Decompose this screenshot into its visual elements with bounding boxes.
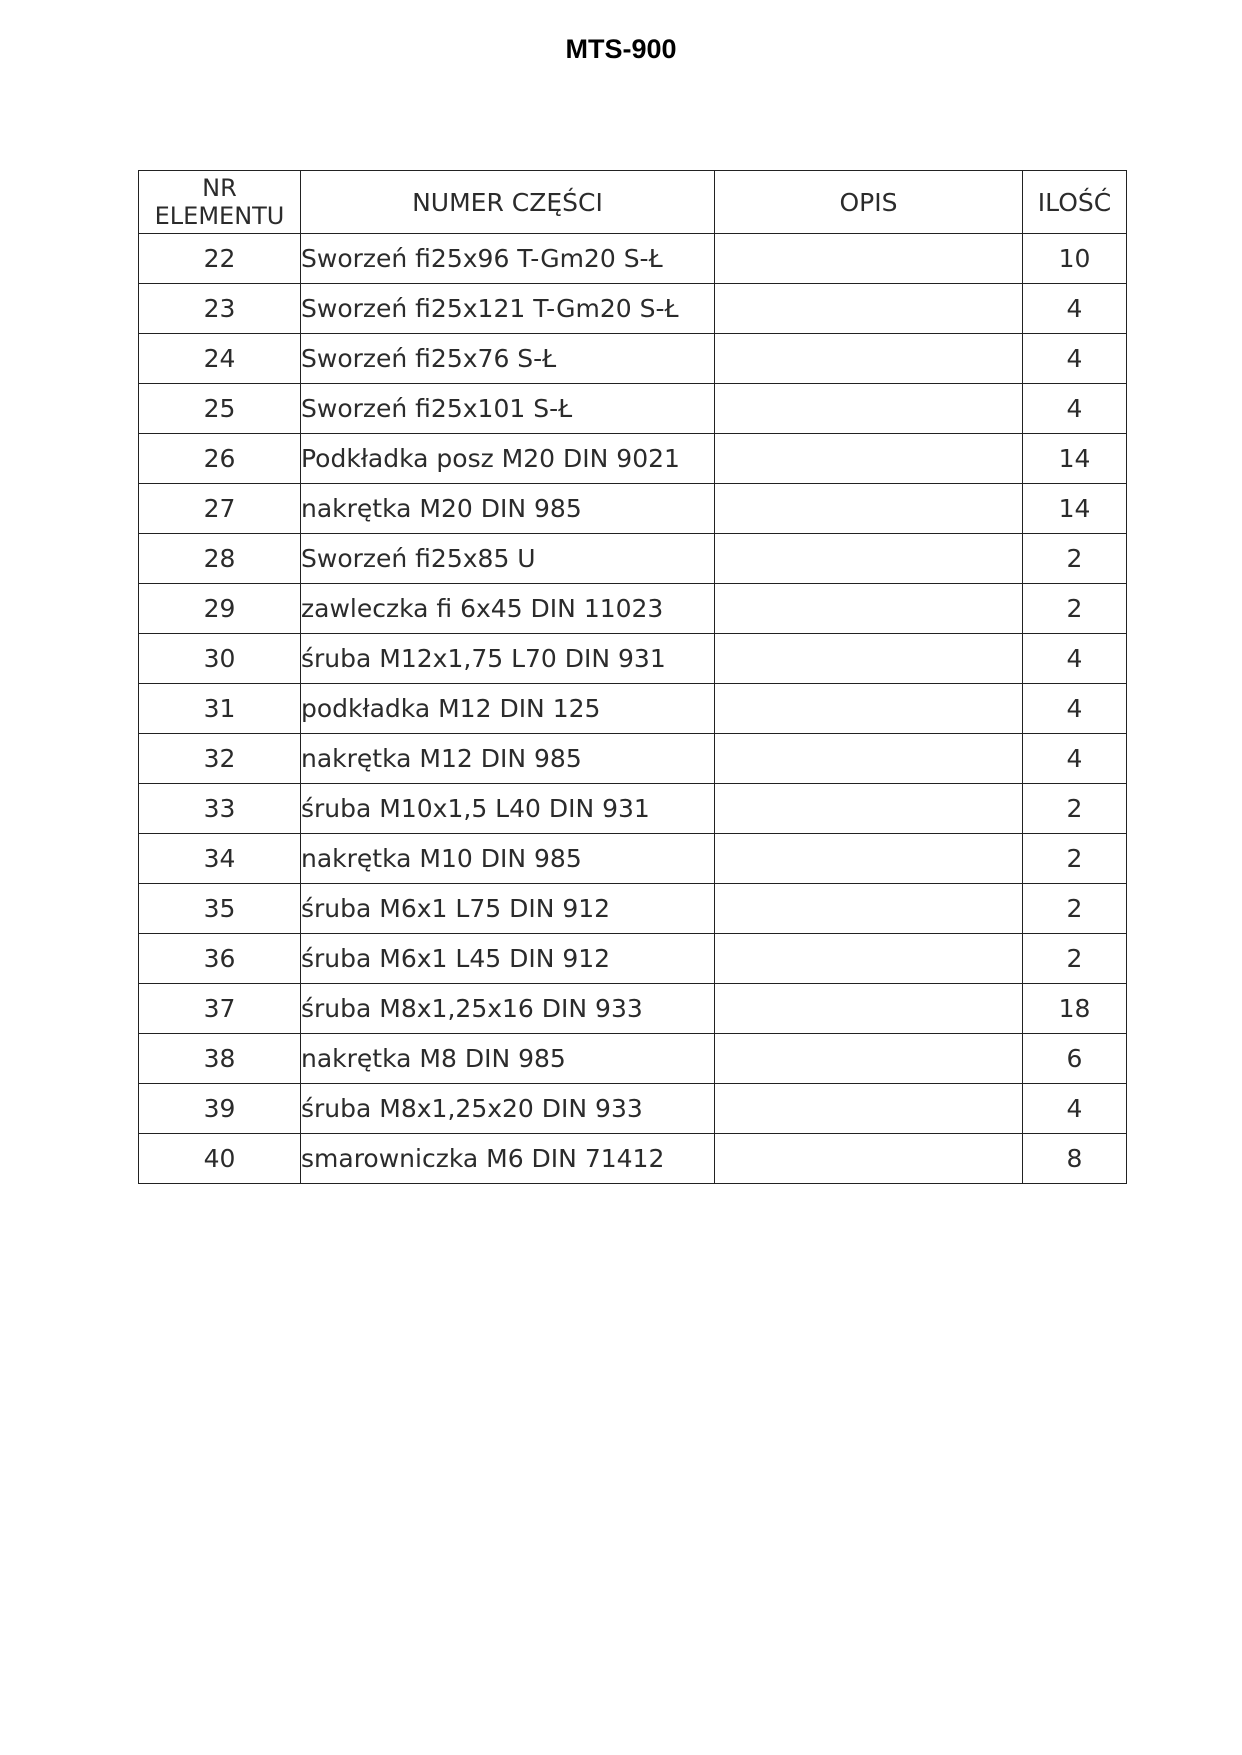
element-number-cell: 27 xyxy=(139,484,301,534)
quantity-cell: 4 xyxy=(1023,634,1127,684)
part-name-cell: Sworzeń fi25x96 T-Gm20 S-Ł xyxy=(301,234,715,284)
table-row xyxy=(139,1034,1127,1084)
quantity-cell: 4 xyxy=(1023,734,1127,784)
element-number-cell: 26 xyxy=(139,434,301,484)
part-name-cell: nakrętka M12 DIN 985 xyxy=(301,734,715,784)
element-number-cell: 31 xyxy=(139,684,301,734)
part-name-cell: śruba M8x1,25x16 DIN 933 xyxy=(301,984,715,1034)
table-row xyxy=(139,684,1127,734)
quantity-cell: 2 xyxy=(1023,884,1127,934)
description-cell xyxy=(715,634,1023,684)
table-row xyxy=(139,1134,1127,1184)
part-name-cell: śruba M6x1 L75 DIN 912 xyxy=(301,884,715,934)
header-element-number xyxy=(139,171,301,234)
element-number-cell: 34 xyxy=(139,834,301,884)
description-cell xyxy=(715,784,1023,834)
table-row xyxy=(139,984,1127,1034)
header-part-number: NUMER CZĘŚCI xyxy=(301,171,715,234)
table-row xyxy=(139,1084,1127,1134)
description-cell xyxy=(715,434,1023,484)
part-name-cell: nakrętka M10 DIN 985 xyxy=(301,834,715,884)
table-row xyxy=(139,234,1127,284)
quantity-cell: 2 xyxy=(1023,584,1127,634)
quantity-cell: 14 xyxy=(1023,484,1127,534)
table-row xyxy=(139,484,1127,534)
part-name-cell: śruba M10x1,5 L40 DIN 931 xyxy=(301,784,715,834)
parts-table xyxy=(138,170,1127,1184)
table-row xyxy=(139,334,1127,384)
part-name-cell: Sworzeń fi25x101 S-Ł xyxy=(301,384,715,434)
document-title: MTS-900 xyxy=(565,34,677,64)
parts-table-body xyxy=(139,234,1127,1184)
element-number-cell: 23 xyxy=(139,284,301,334)
table-row xyxy=(139,934,1127,984)
quantity-cell: 8 xyxy=(1023,1134,1127,1184)
header-element-number-line1: NR xyxy=(202,174,237,202)
description-cell xyxy=(715,1134,1023,1184)
part-name-cell: nakrętka M20 DIN 985 xyxy=(301,484,715,534)
description-cell xyxy=(715,234,1023,284)
element-number-cell: 29 xyxy=(139,584,301,634)
quantity-cell: 14 xyxy=(1023,434,1127,484)
part-name-cell: śruba M8x1,25x20 DIN 933 xyxy=(301,1084,715,1134)
header-element-number-line2: ELEMENTU xyxy=(154,202,285,230)
element-number-cell: 24 xyxy=(139,334,301,384)
table-row xyxy=(139,584,1127,634)
description-cell xyxy=(715,734,1023,784)
description-cell xyxy=(715,534,1023,584)
quantity-cell: 10 xyxy=(1023,234,1127,284)
quantity-cell: 18 xyxy=(1023,984,1127,1034)
quantity-cell: 6 xyxy=(1023,1034,1127,1084)
part-name-cell: Sworzeń fi25x85 U xyxy=(301,534,715,584)
quantity-cell: 2 xyxy=(1023,934,1127,984)
part-name-cell: Podkładka posz M20 DIN 9021 xyxy=(301,434,715,484)
table-row xyxy=(139,634,1127,684)
description-cell xyxy=(715,834,1023,884)
quantity-cell: 4 xyxy=(1023,684,1127,734)
part-name-cell: śruba M6x1 L45 DIN 912 xyxy=(301,934,715,984)
table-header-row xyxy=(139,171,1127,234)
element-number-cell: 28 xyxy=(139,534,301,584)
quantity-cell: 4 xyxy=(1023,384,1127,434)
description-cell xyxy=(715,1084,1023,1134)
element-number-cell: 40 xyxy=(139,1134,301,1184)
description-cell xyxy=(715,1034,1023,1084)
element-number-cell: 25 xyxy=(139,384,301,434)
header-description: OPIS xyxy=(715,171,1023,234)
element-number-cell: 35 xyxy=(139,884,301,934)
table-row xyxy=(139,284,1127,334)
part-name-cell: śruba M12x1,75 L70 DIN 931 xyxy=(301,634,715,684)
description-cell xyxy=(715,584,1023,634)
table-row xyxy=(139,384,1127,434)
description-cell xyxy=(715,884,1023,934)
quantity-cell: 2 xyxy=(1023,834,1127,884)
quantity-cell: 2 xyxy=(1023,534,1127,584)
description-cell xyxy=(715,484,1023,534)
table-row xyxy=(139,534,1127,584)
description-cell xyxy=(715,334,1023,384)
part-name-cell: podkładka M12 DIN 125 xyxy=(301,684,715,734)
description-cell xyxy=(715,684,1023,734)
part-name-cell: Sworzeń fi25x121 T-Gm20 S-Ł xyxy=(301,284,715,334)
quantity-cell: 4 xyxy=(1023,334,1127,384)
part-name-cell: zawleczka fi 6x45 DIN 11023 xyxy=(301,584,715,634)
table-row xyxy=(139,734,1127,784)
description-cell xyxy=(715,934,1023,984)
header-quantity: ILOŚĆ xyxy=(1023,171,1127,234)
description-cell xyxy=(715,284,1023,334)
table-row xyxy=(139,434,1127,484)
description-cell xyxy=(715,984,1023,1034)
element-number-cell: 38 xyxy=(139,1034,301,1084)
element-number-cell: 36 xyxy=(139,934,301,984)
part-name-cell: Sworzeń fi25x76 S-Ł xyxy=(301,334,715,384)
description-cell xyxy=(715,384,1023,434)
quantity-cell: 4 xyxy=(1023,1084,1127,1134)
element-number-cell: 30 xyxy=(139,634,301,684)
element-number-cell: 37 xyxy=(139,984,301,1034)
element-number-cell: 39 xyxy=(139,1084,301,1134)
quantity-cell: 4 xyxy=(1023,284,1127,334)
element-number-cell: 22 xyxy=(139,234,301,284)
element-number-cell: 33 xyxy=(139,784,301,834)
quantity-cell: 2 xyxy=(1023,784,1127,834)
part-name-cell: smarowniczka M6 DIN 71412 xyxy=(301,1134,715,1184)
table-row xyxy=(139,884,1127,934)
element-number-cell: 32 xyxy=(139,734,301,784)
part-name-cell: nakrętka M8 DIN 985 xyxy=(301,1034,715,1084)
table-row xyxy=(139,834,1127,884)
table-row xyxy=(139,784,1127,834)
